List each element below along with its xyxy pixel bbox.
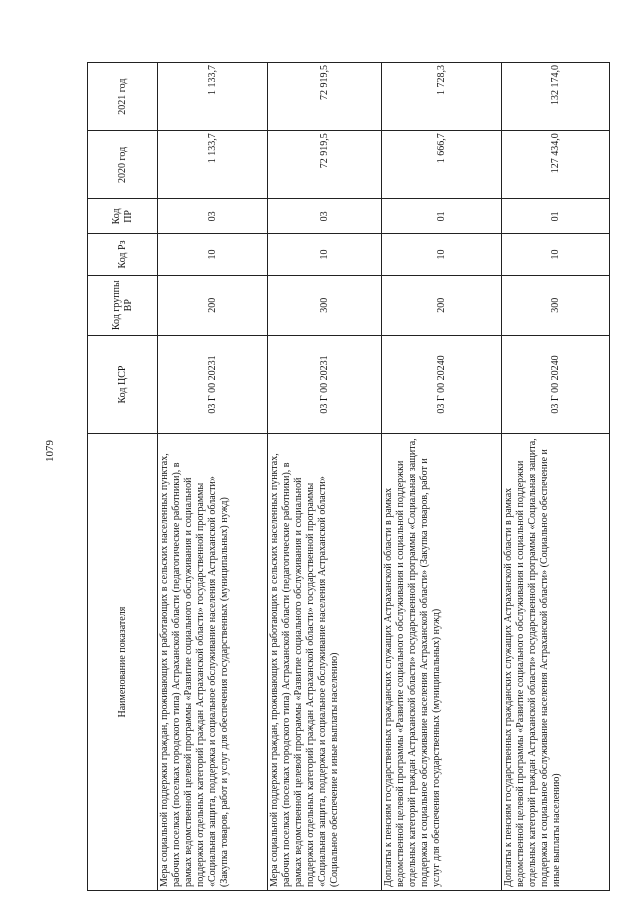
cell-pr: 03 (268, 199, 382, 234)
cell-pr: 01 (502, 199, 610, 234)
cell-pr: 01 (382, 199, 502, 234)
table-header-row (88, 63, 158, 891)
cell-pr: 03 (158, 199, 268, 234)
cell-vr: 300 (268, 275, 382, 335)
header-vr: Код группы ВР (88, 275, 158, 335)
cell-vr: 200 (382, 275, 502, 335)
header-csr: Код ЦСР (88, 335, 158, 433)
cell-name: Доплаты к пенсиям государственных гражданских служащих Астраханской области в рамках ведомственной целевой программы «Развитие социального обслуживания и социальной поддержки отдельных категорий граждан Астраханской области» государственной программы «Социальная защита, поддержка и социальное обслуживание населения Астраханской области» (Социальное обеспечение и иные выплаты населению) (502, 434, 610, 891)
page-number: 1079 (44, 440, 56, 462)
cell-2021: 1 133,7 (158, 63, 268, 131)
header-2020: 2020 год (88, 131, 158, 199)
cell-2021: 72 919,5 (268, 63, 382, 131)
cell-2020: 127 434,0 (502, 131, 610, 199)
table-row (268, 63, 382, 891)
header-2021: 2021 год (88, 63, 158, 131)
cell-rz: 10 (268, 234, 382, 275)
cell-csr: 03 Г 00 20240 (502, 335, 610, 433)
header-pr: Код ПР (88, 199, 158, 234)
budget-table (87, 62, 610, 891)
table-row (158, 63, 268, 891)
budget-table-container (87, 62, 609, 891)
table-row (502, 63, 610, 891)
cell-rz: 10 (158, 234, 268, 275)
cell-csr: 03 Г 00 20231 (158, 335, 268, 433)
cell-2020: 1 133,7 (158, 131, 268, 199)
cell-name: Доплаты к пенсиям государственных гражданских служащих Астраханской области в рамках ведомственной целевой программы «Развитие социального обслуживания и социальной поддержки отдельных категорий граждан Астраханской области» государственной программы «Социальная защита, поддержка и социальное обслуживание населения Астраханской области» (Закупка товаров, работ и услуг для обеспечения государственных (муниципальных) нужд) (382, 434, 502, 891)
cell-rz: 10 (502, 234, 610, 275)
cell-2021: 132 174,0 (502, 63, 610, 131)
cell-csr: 03 Г 00 20231 (268, 335, 382, 433)
header-name: Наименование показателя (88, 434, 158, 891)
cell-csr: 03 Г 00 20240 (382, 335, 502, 433)
table-row (382, 63, 502, 891)
cell-2020: 72 919,5 (268, 131, 382, 199)
cell-vr: 300 (502, 275, 610, 335)
cell-2021: 1 728,3 (382, 63, 502, 131)
header-rz: Код Рз (88, 234, 158, 275)
cell-2020: 1 666,7 (382, 131, 502, 199)
cell-name: Мера социальной поддержки граждан, проживающих и работающих в сельских населенных пунктах, рабочих поселках (поселках городского типа) Астраханской области (педагогические работники), в рамках ведомственной целевой программы «Развитие социального обслуживания и социальной поддержки отдельных категорий граждан Астраханской области» государственной программы «Социальная защита, поддержка и социальное обслуживание населения Астраханской области» (Социальное обеспечение и иные выплаты населению) (268, 434, 382, 891)
cell-name: Мера социальной поддержки граждан, проживающих и работающих в сельских населенных пунктах, рабочих поселках (поселках городского типа) Астраханской области (педагогические работники), в рамках ведомственной целевой программы «Развитие социального обслуживания и социальной поддержки отдельных категорий граждан Астраханской области» государственной программы «Социальная защита, поддержка и социальное обслуживание населения Астраханской области» (Закупка товаров, работ и услуг для обеспечения государственных (муниципальных) нужд) (158, 434, 268, 891)
cell-rz: 10 (382, 234, 502, 275)
cell-vr: 200 (158, 275, 268, 335)
